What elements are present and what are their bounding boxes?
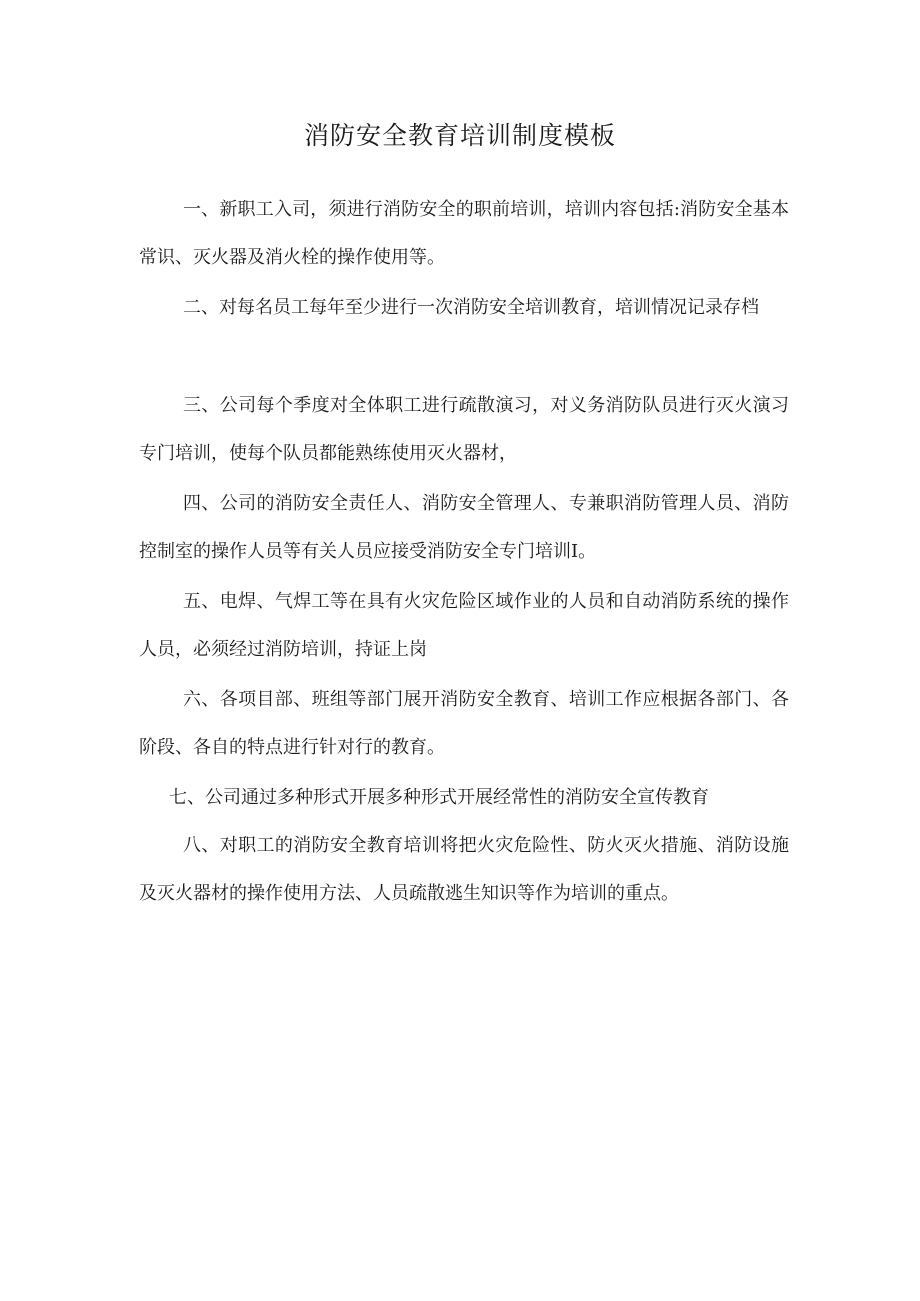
- clause-4: 四、公司的消防安全责任人、消防安全管理人、专兼职消防管理人员、消防控制室的操作人员等有关人员应接受消防安全专门培训Ⅰ。: [139, 493, 789, 562]
- clause-2: 二、对每名员工每年至少进行一次消防安全培训教育，培训情况记录存档: [183, 297, 759, 318]
- clause-6: 六、各项目部、班组等部门展开消防安全教育、培训工作应根据各部门、各阶段、各自的特点进行针对行的教育。: [139, 689, 789, 758]
- clause-8: 八、对职工的消防安全教育培训将把火灾危险性、防火灭火措施、消防设施及灭火器材的操作使用方法、人员疏散逃生知识等作为培训的重点。: [139, 835, 789, 904]
- clause-1: 一、新职工入司，须进行消防安全的职前培训，培训内容包括:消防安全基本常识、灭火器及消火栓的操作使用等。: [139, 199, 789, 268]
- document-title: 消防安全教育培训制度模板: [303, 121, 616, 150]
- clause-3: 三、公司每个季度对全体职工进行疏散演习，对义务消防队员进行灭火演习专门培训，使每个队员都能熟练使用灭火器材，: [139, 395, 789, 464]
- clause-5: 五、电焊、气焊工等在具有火灾危险区域作业的人员和自动消防系统的操作人员，必须经过消防培训，持证上岗: [139, 591, 789, 660]
- clause-7: 七、公司通过多种形式开展多种形式开展经常性的消防安全宣传教育: [169, 787, 709, 808]
